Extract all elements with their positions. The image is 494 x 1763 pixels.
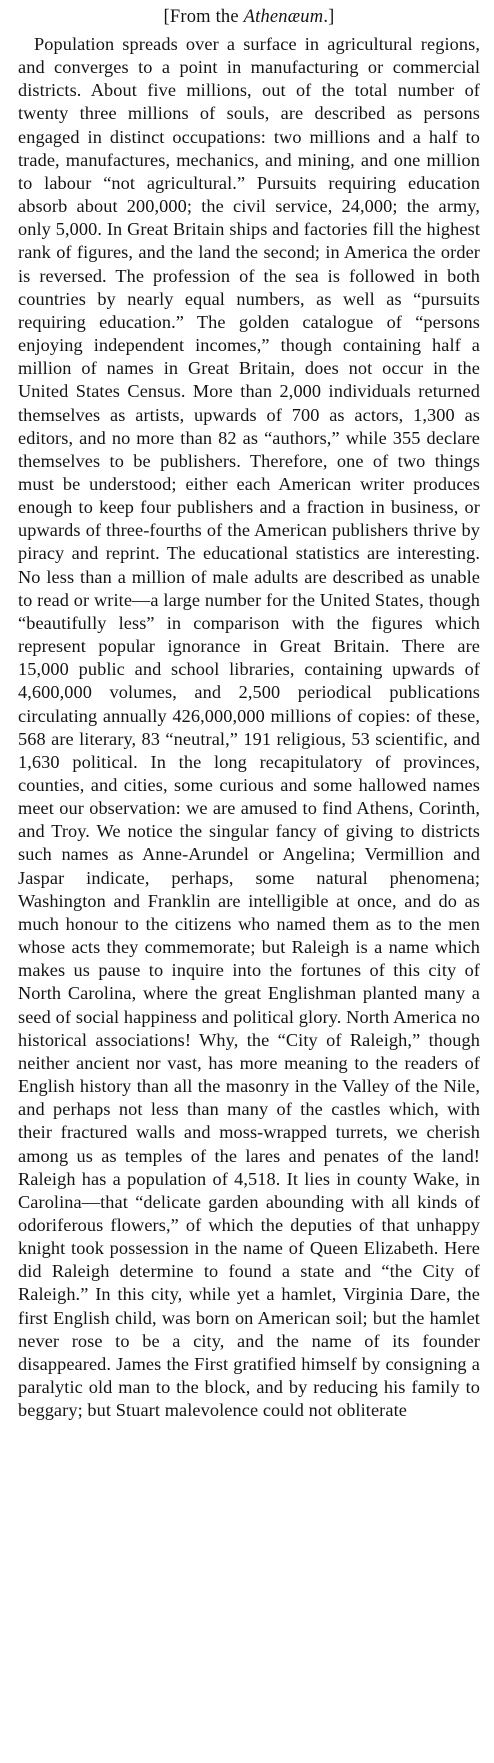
heading-suffix: .] — [323, 7, 335, 27]
source-publication-name: Athenæum — [243, 7, 324, 27]
source-heading — [18, 4, 480, 30]
article-body — [18, 33, 480, 1422]
heading-prefix: [From the — [163, 7, 244, 27]
article-text: Population spreads over a surface in agricultural regions, and converges to a point in manufacturing or commercial districts. About five millions, out of the total number of twenty three millions of souls, are described as persons engaged in distinct occupations: two millions and a half to trade, manufactures, mechanics, and mining, and one million to labour “not agricultural.” Pursuits requiring education absorb about 200,000; the civil service, 24,000; the army, only 5,000. In Great Britain ships and factories fill the highest rank of figures, and the land the second; in America the order is reversed. The profession of the sea is followed in both countries by nearly equal numbers, as well as “pursuits requiring education.” The golden catalogue of “persons enjoying independent incomes,” though containing half a million of names in Great Britain, does not occur in the United States Census. More than 2,000 individuals returned themselves as artists, upwards of 700 as actors, 1,300 as editors, and no more than 82 as “authors,” while 355 declare themselves to be publishers. Therefore, one of two things must be understood; either each American writer produces enough to keep four publishers and a fraction in business, or upwards of three-fourths of the American publishers thrive by piracy and reprint. The educational statistics are interesting. No less than a million of male adults are described as unable to read or write—a large number for the United States, though “beautifully less” in comparison with the figures which represent popular ignorance in Great Britain. There are 15,000 public and school libraries, containing upwards of 4,600,000 volumes, and 2,500 periodical publications circulating annually 426,000,000 millions of copies: of these, 568 are literary, 83 “neutral,” 191 religious, 53 scientific, and 1,630 political. In the long recapitulatory of provinces, counties, and cities, some curious and some hallowed names meet our observation: we are amused to find Athens, Corinth, and Troy. We notice the singular fancy of giving to districts such names as Anne-Arundel or Angelina; Vermillion and Jaspar indicate, perhaps, some natural phenomena; Washington and Franklin are intelligible at once, and do as much honour to the citizens who named them as to the men whose acts they commemorate; but Raleigh is a name which makes us pause to inquire into the fortunes of this city of North Carolina, where the great Englishman planted many a seed of social happiness and political glory. North America no historical associations! Why, the “City of Raleigh,” though neither ancient nor vast, has more meaning to the readers of English history than all the masonry in the Valley of the Nile, and perhaps not less than many of the castles which, with their fractured walls and moss-wrapped turrets, we cherish among us as temples of the lares and penates of the land! Raleigh has a population of 4,518. It lies in county Wake, in Carolina—that “delicate garden abounding with all kinds of odoriferous flowers,” of which the deputies of that unhappy knight took possession in the name of Queen Elizabeth. Here did Raleigh determine to found a state and “the City of Raleigh.” In this city, while yet a hamlet, Virginia Dare, the first English child, was born on American soil; but the hamlet never rose to be a city, and the name of its founder disappeared. James the First gratified himself by consigning a paralytic old man to the block, and by reducing his family to beggary; but Stuart malevolence could not obliterate — [18, 34, 480, 1421]
